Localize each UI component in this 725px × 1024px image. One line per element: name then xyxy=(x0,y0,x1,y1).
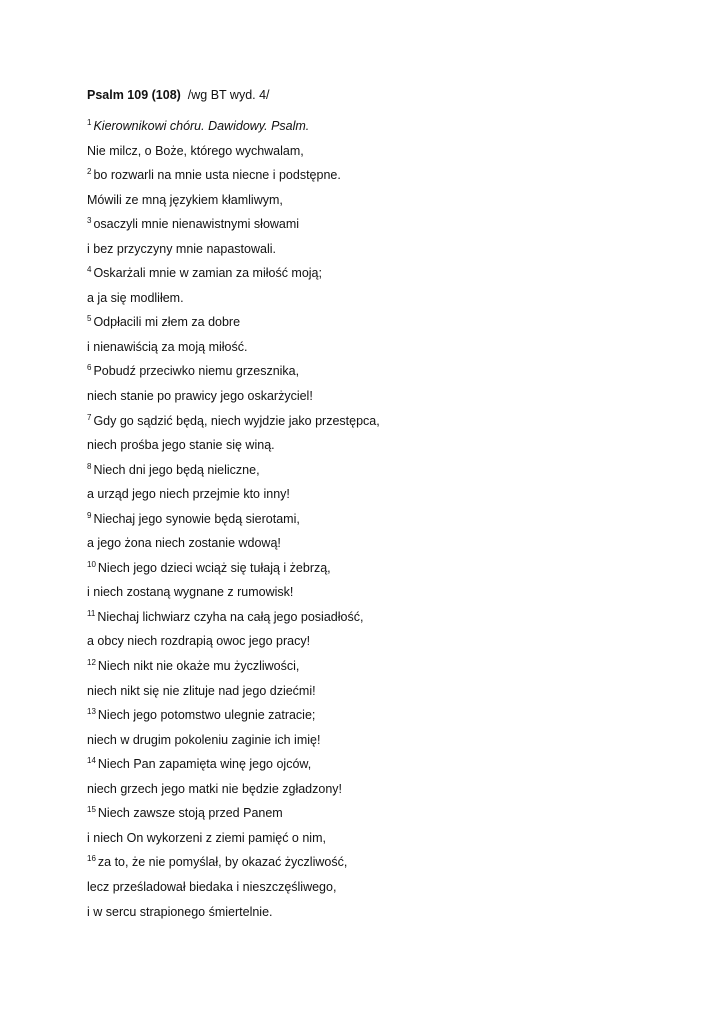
verse-text: Pobudź przeciwko niemu grzesznika, xyxy=(93,364,300,379)
verse-text: Oskarżali mnie w zamian za miłość moją; xyxy=(93,266,322,281)
verse-text: i nienawiścią za moją miłość. xyxy=(87,339,248,354)
verse-number: 1 xyxy=(87,118,92,127)
verse-text: Kierownikowi chóru. Dawidowy. Psalm. xyxy=(93,119,310,133)
verse-line xyxy=(87,485,687,510)
verse-number: 16 xyxy=(87,854,96,864)
verse-line xyxy=(87,559,687,584)
verse-line xyxy=(87,215,687,240)
verse-line xyxy=(87,436,687,461)
verse-number: 5 xyxy=(87,314,92,324)
verse-line xyxy=(87,264,687,289)
verse-text: i niech zostaną wygnane z rumowisk! xyxy=(87,585,294,600)
verse-line xyxy=(87,338,687,363)
verse-number: 13 xyxy=(87,707,96,717)
verse-text: i w sercu strapionego śmiertelnie. xyxy=(87,904,273,919)
verse-number: 11 xyxy=(87,608,96,618)
verse-text: lecz prześladował biedaka i nieszczęśliwego, xyxy=(87,879,337,894)
verse-line xyxy=(87,412,687,437)
verse-text: a urząd jego niech przejmie kto inny! xyxy=(87,487,290,502)
verse-line xyxy=(87,731,687,756)
psalm-text xyxy=(87,117,687,927)
verse-line xyxy=(87,657,687,682)
verse-line xyxy=(87,583,687,608)
verse-number: 3 xyxy=(87,216,92,226)
verse-text: bo rozwarli na mnie usta niecne i podstępne. xyxy=(93,168,341,183)
verse-text: Gdy go sądzić będą, niech wyjdzie jako przestępca, xyxy=(93,413,380,428)
verse-line xyxy=(87,853,687,878)
verse-line xyxy=(87,780,687,805)
verse-line xyxy=(87,117,687,142)
verse-line xyxy=(87,632,687,657)
verse-number: 14 xyxy=(87,756,96,766)
verse-text: osaczyli mnie nienawistnymi słowami xyxy=(93,217,300,232)
verse-number: 4 xyxy=(87,265,92,275)
verse-line xyxy=(87,289,687,314)
verse-text: za to, że nie pomyślał, by okazać życzliwość, xyxy=(97,855,348,870)
verse-text: Odpłacili mi złem za dobre xyxy=(93,315,241,330)
verse-text: niech prośba jego stanie się winą. xyxy=(87,438,275,453)
verse-line xyxy=(87,240,687,265)
verse-line xyxy=(87,142,687,167)
verse-text: niech nikt się nie zlituje nad jego dziećmi! xyxy=(87,683,316,698)
verse-text: Mówili ze mną językiem kłamliwym, xyxy=(87,192,283,207)
verse-text: Niechaj lichwiarz czyha na całą jego posiadłość, xyxy=(97,609,364,624)
verse-number: 7 xyxy=(87,412,92,422)
translation-note: /wg BT wyd. 4/ xyxy=(187,88,270,102)
verse-line xyxy=(87,166,687,191)
verse-line xyxy=(87,755,687,780)
verse-text: Niech zawsze stoją przed Panem xyxy=(97,806,283,821)
verse-text: niech grzech jego matki nie będzie zgładzony! xyxy=(87,781,343,796)
verse-line xyxy=(87,191,687,216)
verse-line xyxy=(87,608,687,633)
verse-line xyxy=(87,878,687,903)
verse-line xyxy=(87,387,687,412)
verse-text: Niechaj jego synowie będą sierotami, xyxy=(93,511,300,526)
verse-number: 6 xyxy=(87,363,92,373)
verse-text: Niech Pan zapamięta winę jego ojców, xyxy=(97,757,312,772)
verse-line xyxy=(87,829,687,854)
verse-line xyxy=(87,534,687,559)
verse-number: 15 xyxy=(87,805,96,815)
verse-text: a obcy niech rozdrapią owoc jego pracy! xyxy=(87,634,311,649)
verse-text: Niech nikt nie okaże mu życzliwości, xyxy=(97,659,300,674)
verse-line xyxy=(87,804,687,829)
document-title xyxy=(87,86,270,104)
verse-text: Niech jego dzieci wciąż się tułają i żebrzą, xyxy=(97,560,331,575)
verse-text: i bez przyczyny mnie napastowali. xyxy=(87,241,276,256)
verse-line xyxy=(87,510,687,535)
verse-text: a ja się modliłem. xyxy=(87,290,184,305)
verse-number: 2 xyxy=(87,167,92,177)
verse-number: 8 xyxy=(87,461,92,471)
verse-text: Nie milcz, o Boże, którego wychwalam, xyxy=(87,143,304,158)
verse-text: Niech dni jego będą nieliczne, xyxy=(93,462,260,477)
verse-text: i niech On wykorzeni z ziemi pamięć o nim, xyxy=(87,830,326,845)
verse-text: Niech jego potomstwo ulegnie zatracie; xyxy=(97,708,316,723)
verse-text: niech w drugim pokoleniu zaginie ich imię! xyxy=(87,732,321,747)
verse-text: a jego żona niech zostanie wdową! xyxy=(87,536,281,551)
verse-text: niech stanie po prawicy jego oskarżyciel! xyxy=(87,389,313,404)
verse-line xyxy=(87,313,687,338)
verse-line xyxy=(87,682,687,707)
verse-line xyxy=(87,461,687,486)
psalm-title: Psalm 109 (108) xyxy=(87,88,181,102)
verse-line xyxy=(87,706,687,731)
verse-line xyxy=(87,362,687,387)
verse-line xyxy=(87,903,687,928)
verse-number: 10 xyxy=(87,559,96,569)
verse-number: 9 xyxy=(87,510,92,520)
verse-number: 12 xyxy=(87,658,96,668)
